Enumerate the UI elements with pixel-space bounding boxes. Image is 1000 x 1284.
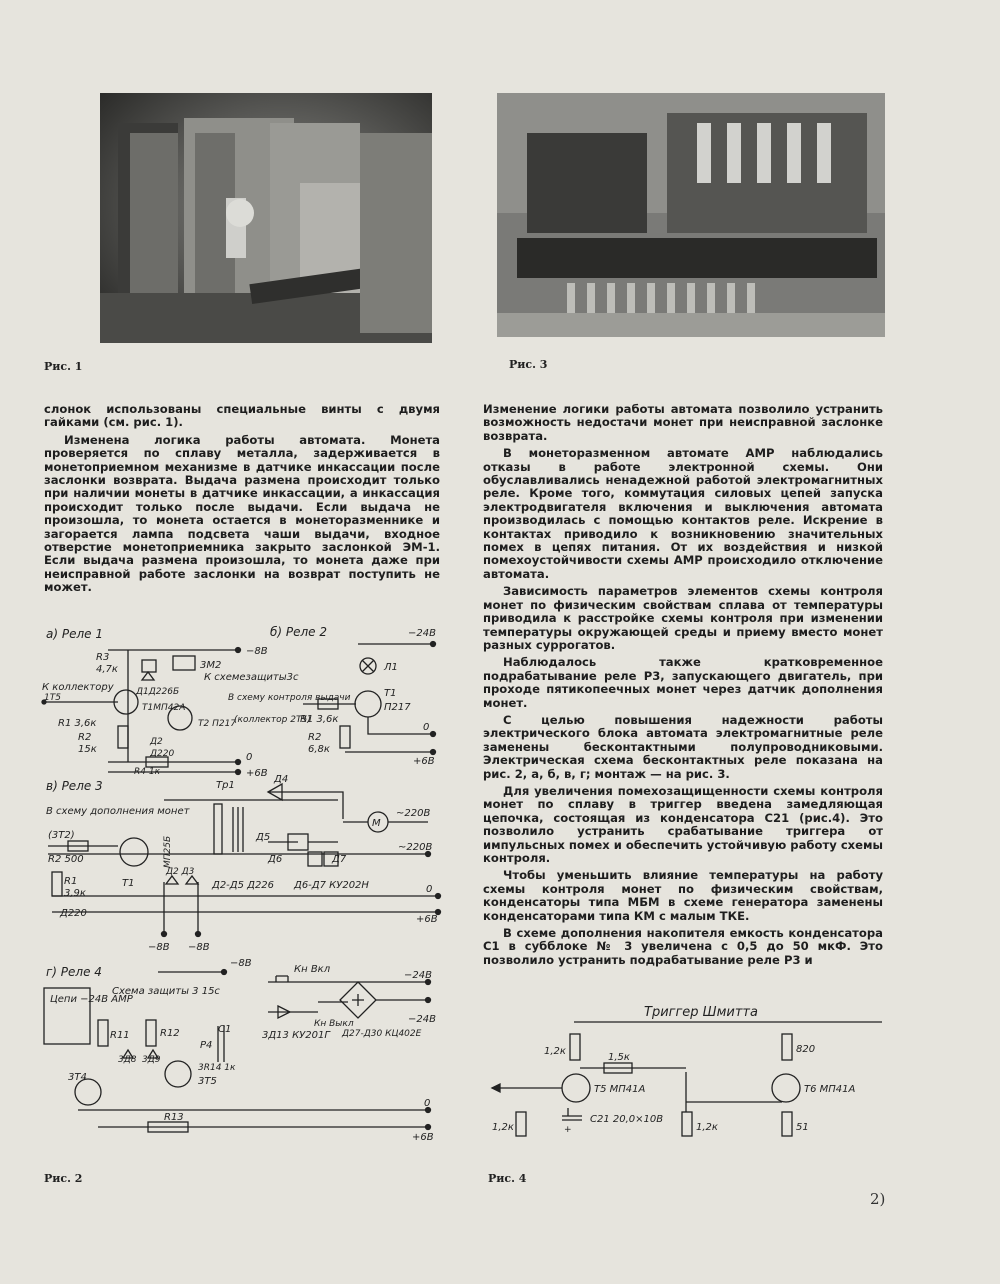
svg-text:~220В: ~220В (398, 842, 433, 853)
svg-text:Д1Д226Б: Д1Д226Б (136, 687, 180, 697)
svg-text:820: 820 (796, 1044, 816, 1055)
svg-text:К коллектору: К коллектору (42, 682, 114, 693)
fig4-title: Триггер Шмитта (644, 1005, 758, 1020)
svg-text:С1: С1 (218, 1024, 232, 1035)
svg-text:К схемезащиты3с: К схемезащиты3с (204, 672, 299, 683)
svg-text:Д2: Д2 (150, 737, 163, 747)
svg-text:В схему дополнения монет: В схему дополнения монет (46, 806, 190, 817)
right-paragraph-3: Зависимость параметров элементов схемы контроля монет по физическим свойствам сплава от температуры приводила к расстройке схемы контроля при изменении температуры окружающей среды и приему вместо монет разных суррогатов. (483, 584, 883, 652)
svg-text:МП25Б: МП25Б (163, 835, 173, 868)
svg-text:3Т4: 3Т4 (68, 1072, 87, 1083)
svg-text:−8В: −8В (148, 942, 170, 953)
svg-text:R2: R2 (78, 732, 92, 743)
left-column-text (44, 403, 440, 599)
svg-text:3М2: 3М2 (200, 660, 222, 671)
svg-text:0: 0 (246, 752, 253, 763)
svg-text:В схему контроля выдачи: В схему контроля выдачи (228, 693, 351, 703)
svg-text:R2: R2 (308, 732, 322, 743)
svg-text:3Т5: 3Т5 (198, 1076, 217, 1087)
svg-text:1Т5: 1Т5 (44, 693, 61, 703)
svg-text:−8В: −8В (230, 958, 252, 969)
page-number: 2) (870, 1190, 886, 1208)
fig3-caption: Рис. 3 (509, 358, 548, 371)
right-paragraph-2: В монеторазменном автомате АМР наблюдались отказы в работе электронной схемы. Они обуславливались ненадежной работой электромагнитных реле. Кроме того, коммутация силовых цепей запуска электродвигателя включения и выключения автомата производилась с помощью контактов реле. Искрение в контактах приводило к возникновению значительных помех в цепях питания. От их воздействия и низкой помехоустойчивости схемы АМР происходило отключение автомата. (483, 446, 883, 581)
fig2-a-title: а) Реле 1 (46, 627, 103, 641)
svg-text:Л1: Л1 (384, 662, 398, 673)
right-paragraph-8: В схеме дополнения накопителя емкость конденсатора С1 в субблоке № 3 увеличена с 0,5 до 50 мкФ. Это позволило устранить подрабатывание реле Р3 и (483, 926, 883, 967)
svg-text:M: M (372, 818, 381, 829)
svg-text:Цепи −24В АМР: Цепи −24В АМР (50, 994, 133, 1005)
svg-text:R12: R12 (160, 1028, 180, 1039)
fig3-photo (497, 93, 885, 337)
svg-text:−8В: −8В (246, 646, 268, 657)
svg-text:С21 20,0×10В: С21 20,0×10В (590, 1114, 664, 1125)
svg-text:R1 3,6к: R1 3,6к (58, 718, 97, 729)
svg-text:Т2 П217: Т2 П217 (198, 719, 237, 729)
svg-text:1,2к: 1,2к (696, 1122, 718, 1133)
right-column-text (483, 403, 883, 971)
svg-text:0: 0 (426, 884, 433, 895)
svg-text:3R14 1к: 3R14 1к (198, 1063, 236, 1073)
right-paragraph-5: С целью повышения надежности работы электрического блока автомата электромагнитные реле заменены бесконтактными полупроводниковыми. Электрическая схема бесконтактных реле показана на рис. 2, а, б, в, г; монтаж — на рис. 3. (483, 712, 883, 781)
right-paragraph-6: Для увеличения помехозащищенности схемы контроля монет по сплаву в триггер введена замедляющая цепочка, состоящая из конденсатора С21 (рис.4). Это позволило устранить срабатывание триггера от импульсных помех и обеспечить устойчивую работу схемы контроля. (483, 783, 883, 865)
svg-text:4,7к: 4,7к (96, 664, 118, 675)
svg-text:R3: R3 (96, 652, 110, 663)
svg-text:+6В: +6В (412, 1132, 434, 1143)
left-paragraph-2: Изменена логика работы автомата. Монета проверяется по сплаву металла, задерживается в монетоприемном механизме в датчике инкассации после заслонки возврата. Выдача размена происходит только при наличии монеты в датчике инкассации, а инкассация происходит только после выдачи. Если выдача не произошла, то монета остается в монеторазменнике и загорается лампа подсвета чаши выдачи, входное отверстие монетоприемника закрыто заслонкой ЭМ-1. Если выдача размена произошла, то монета даже при неисправной работе заслонки на возврат поступить не может. (44, 432, 440, 595)
right-paragraph-4: Наблюдалось также кратковременное подрабатывание реле Р3, запускающего двигатель, при проходе пятикопеечных монет через датчик дополнения монет. (483, 655, 883, 710)
svg-text:−24В: −24В (408, 628, 436, 639)
fig4-caption: Рис. 4 (488, 1172, 527, 1185)
svg-text:3,9к: 3,9к (64, 888, 86, 899)
svg-text:−24В: −24В (404, 970, 432, 981)
svg-text:1,5к: 1,5к (608, 1052, 630, 1063)
svg-text:+: + (564, 1125, 572, 1135)
svg-text:(3Т2): (3Т2) (48, 830, 75, 841)
svg-text:П217: П217 (384, 702, 411, 713)
svg-text:Т1: Т1 (384, 688, 397, 699)
fig2-b-title: б) Реле 2 (270, 625, 328, 639)
left-paragraph-1: слонок использованы специальные винты с двумя гайками (см. рис. 1). (44, 402, 440, 430)
svg-text:Д2 Д3: Д2 Д3 (166, 867, 195, 877)
svg-text:Д220: Д220 (150, 749, 175, 759)
svg-text:1,2к: 1,2к (544, 1046, 566, 1057)
fig1-photo-image (100, 93, 432, 343)
svg-text:Д6-Д7 КУ202Н: Д6-Д7 КУ202Н (294, 880, 369, 891)
svg-text:Д4: Д4 (274, 774, 289, 785)
svg-text:15к: 15к (78, 744, 97, 755)
svg-text:R2 500: R2 500 (48, 854, 84, 865)
fig1-caption: Рис. 1 (44, 360, 83, 373)
svg-text:6,8к: 6,8к (308, 744, 330, 755)
fig2-g-title: г) Реле 4 (46, 965, 102, 979)
svg-text:Д5: Д5 (256, 832, 271, 843)
svg-text:(коллектор 2Т5): (коллектор 2Т5) (234, 715, 311, 725)
svg-text:Тр1: Тр1 (216, 780, 235, 791)
svg-text:Д27-Д30 КЦ402Е: Д27-Д30 КЦ402Е (342, 1029, 422, 1039)
fig2-caption: Рис. 2 (44, 1172, 83, 1185)
fig4-schematic (486, 1000, 886, 1150)
svg-text:Д220: Д220 (60, 908, 87, 919)
svg-text:+6В: +6В (416, 914, 438, 925)
svg-text:Д2-Д5 Д226: Д2-Д5 Д226 (212, 880, 275, 891)
svg-text:3Д13 КУ201Г: 3Д13 КУ201Г (262, 1030, 330, 1041)
svg-text:R4 1к: R4 1к (134, 767, 161, 777)
svg-text:R1 3,6к: R1 3,6к (300, 714, 339, 725)
svg-text:Кн Выкл: Кн Выкл (314, 1019, 354, 1029)
svg-text:0: 0 (423, 722, 430, 733)
svg-text:~220В: ~220В (396, 808, 431, 819)
svg-text:Т5 МП41А: Т5 МП41А (594, 1084, 646, 1095)
right-paragraph-1: Изменение логики работы автомата позволило устранить возможность недостачи монет при неисправной заслонке возврата. (483, 402, 883, 443)
svg-text:−24В: −24В (408, 1014, 436, 1025)
svg-text:0: 0 (424, 1098, 431, 1109)
svg-text:Т1: Т1 (122, 878, 135, 889)
svg-text:Схема защиты 3 15с: Схема защиты 3 15с (112, 986, 220, 997)
svg-text:1,2к: 1,2к (492, 1122, 514, 1133)
svg-text:R11: R11 (110, 1030, 130, 1041)
svg-text:+6В: +6В (246, 768, 268, 779)
svg-text:−8В: −8В (188, 942, 210, 953)
svg-text:3Д8: 3Д8 (118, 1055, 137, 1065)
fig2-schematic (38, 622, 448, 1144)
svg-text:Т6 МП41А: Т6 МП41А (804, 1084, 856, 1095)
svg-text:R1: R1 (64, 876, 78, 887)
fig1-photo (100, 93, 432, 343)
fig2-v-title: в) Реле 3 (46, 779, 103, 793)
svg-text:3Д9: 3Д9 (142, 1055, 161, 1065)
svg-text:51: 51 (796, 1122, 809, 1133)
svg-text:R13: R13 (164, 1112, 184, 1123)
right-paragraph-7: Чтобы уменьшить влияние температуры на работу схемы контроля монет по физическим свойствам, конденсаторы типа МБМ в схеме генератора заменены конденсаторами типа КМ с малым ТКЕ. (483, 868, 883, 923)
svg-text:Кн Вкл: Кн Вкл (294, 964, 331, 975)
svg-text:Д7: Д7 (332, 854, 347, 865)
svg-text:Р4: Р4 (200, 1040, 213, 1051)
fig3-photo-image (497, 93, 885, 337)
svg-text:Д6: Д6 (268, 854, 283, 865)
svg-text:Т1МП42А: Т1МП42А (142, 703, 186, 713)
svg-text:+6В: +6В (413, 756, 435, 767)
